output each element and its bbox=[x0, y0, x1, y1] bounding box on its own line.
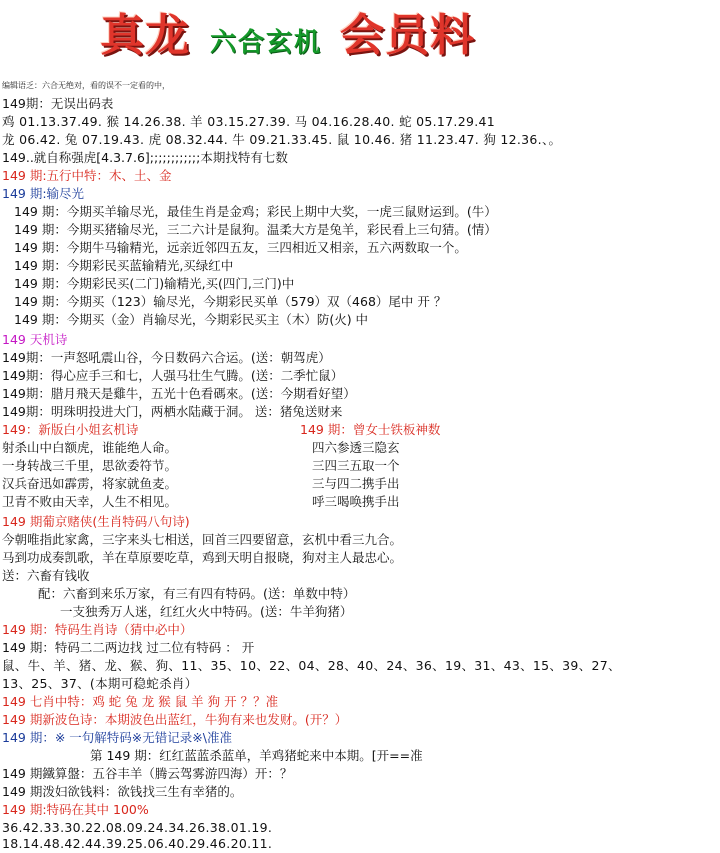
line-money-wanted: 149 期泼妇欲钱料：欲钱找三生有幸猪的。 bbox=[2, 784, 243, 799]
line-pairing-1: 配：六畜到来乐万家，有三有四有特码。(送：单数中特） bbox=[38, 586, 356, 601]
line-special-poem-heading: 149 期：特码生肖诗（猜中必中） bbox=[2, 622, 193, 637]
line-lose-ox-horse: 149 期：今期牛马输精光，远亲近邻四五友，三四相近又相亲，五六两数取一个。 bbox=[14, 240, 467, 255]
line-code-table-title: 149期：无误出码表 bbox=[2, 96, 114, 111]
banner-title-left: 真龙 bbox=[100, 10, 190, 61]
banner-title-right: 会员料 bbox=[340, 10, 475, 61]
line-special-numbers-1: 36.42.33.30.22.08.09.24.34.26.38.01.19. bbox=[2, 820, 273, 835]
line-iron-abacus: 149 期鐵算盤：五谷丰羊（腾云驾雾游四海）开：？ bbox=[2, 766, 293, 781]
line-lose-gate: 149 期：今期彩民买(二门)输精光,买(四门,三门)中 bbox=[14, 276, 295, 291]
line-white-miss-heading: 149：新版白小姐玄机诗 bbox=[2, 422, 139, 437]
line-white-miss-2: 一身转战三千里，思欲委符节。 bbox=[2, 458, 178, 473]
line-macau-gambler-1: 今朝唯指此家禽，三字来头七相送，回首三四要留意，玄机中看三九合。 bbox=[2, 532, 403, 547]
line-mrs-zeng-3: 三与四二携手出 bbox=[312, 476, 400, 491]
line-macau-gambler-heading: 149 期葡京赌侠(生肖特码八句诗) bbox=[2, 514, 190, 529]
banner-title-mid: 六合玄机 bbox=[210, 28, 323, 58]
line-lose-blue: 149 期：今期彩民买蓝输精光,买绿红中 bbox=[14, 258, 234, 273]
line-zodiac-numbers-1: 鸡 01.13.37.49. 猴 14.26.38. 羊 03.15.27.39. 马 04.16.28.40. 蛇 05.17.29.41 bbox=[2, 114, 495, 129]
line-lose-gold: 149 期：今期买（金）肖输尽光，今期彩民买主（木）防(火) 中 bbox=[14, 312, 369, 327]
line-one-sentence-content: 第 149 期：红红蓝蓝杀蓝单，羊鸡猪蛇来中本期。[开==准 bbox=[90, 748, 423, 763]
line-pairing-2: 一支独秀万人迷，红红火火中特码。(送：牛羊狗猪） bbox=[60, 604, 353, 619]
line-five-elements: 149 期:五行中特：木、土、金 bbox=[2, 168, 172, 183]
line-strong-tiger: 149..就自称强虎[4.3.7.6];;;;;;;;;;;;本期找特有七数 bbox=[2, 150, 288, 165]
line-mrs-zeng-1: 四六参透三隐玄 bbox=[312, 440, 400, 455]
line-mrs-zeng-heading: 149 期：曾女士铁板神数 bbox=[300, 422, 441, 437]
line-white-miss-3: 汉兵奋迅如霹雳，将家就鱼麦。 bbox=[2, 476, 178, 491]
line-white-miss-1: 射杀山中白额虎，谁能绝人命。 bbox=[2, 440, 178, 455]
line-heaven-poem-3: 149期：腊月飛天是雞牛，五光十色看碼來。(送：今期看好望） bbox=[2, 386, 356, 401]
line-heaven-poem-heading: 149 天机诗 bbox=[2, 332, 68, 347]
line-lose-tail: 149 期：今期买（123）输尽光，今期彩民买单（579）双（468）尾中 开 ？ bbox=[14, 294, 447, 309]
line-mrs-zeng-2: 三四三五取一个 bbox=[312, 458, 400, 473]
line-special-two-sides: 149 期：特码二二两边找 过二位有特码 ： 开 bbox=[2, 640, 255, 655]
line-lose-all-heading: 149 期:输尽光 bbox=[2, 186, 85, 201]
line-six-animals-money: 送：六畜有钱收 bbox=[2, 568, 90, 583]
line-seven-animals: 149 七肖中特：鸡 蛇 兔 龙 猴 鼠 羊 狗 开 ？？准 bbox=[2, 694, 279, 709]
line-heaven-poem-1: 149期：一声怒吼震山谷，今日数码六合运。(送：朝驾虎） bbox=[2, 350, 331, 365]
line-animal-number-list-2: 13、25、37、(本期可稳蛇杀肖） bbox=[2, 676, 198, 691]
line-wave-color-poem: 149 期新波色诗：本期波色出蓝红，牛狗有来也发财。(开？） bbox=[2, 712, 348, 727]
line-mrs-zeng-4: 呼三喝唤携手出 bbox=[312, 494, 400, 509]
line-special-numbers-2: 18.14.48.42.44.39.25.06.40.29.46.20.11. bbox=[2, 836, 273, 851]
line-heaven-poem-2: 149期：得心应手三和七，人强马壮生气腾。(送：二季忙鼠） bbox=[2, 368, 344, 383]
line-animal-number-list-1: 鼠、牛、羊、猪、龙、猴、狗、11、35、10、22、04、28、40、24、36、19、31、43、15、39、27、 bbox=[2, 658, 621, 673]
line-lose-pig: 149 期：今期买猪输尽光，三二六计是鼠狗。温柔大方是兔羊，彩民看上三句猜。(情） bbox=[14, 222, 497, 237]
line-heaven-poem-4: 149期：明珠明投进大门，两栖水陆藏于洞。 送：猪兔送财来 bbox=[2, 404, 343, 419]
disclaimer: 编辑语乏：六合无绝对，看的误不一定看的中， bbox=[2, 81, 170, 90]
line-zodiac-numbers-2: 龙 06.42. 兔 07.19.43. 虎 08.32.44. 牛 09.21.33.45. 鼠 10.46. 猪 11.23.47. 狗 12.36.、。 bbox=[2, 132, 562, 147]
header-banner bbox=[0, 0, 720, 72]
line-special-inside-heading: 149 期:特码在其中 100% bbox=[2, 802, 149, 817]
line-one-sentence-heading: 149 期：※ 一句解特码※无错记录※\准准 bbox=[2, 730, 232, 745]
line-lose-sheep: 149 期：今期买羊输尽光，最佳生肖是金鸡；彩民上期中大奖，一虎三鼠财运到。(牛） bbox=[14, 204, 497, 219]
line-macau-gambler-2: 马到功成奏凯歌，羊在草原要吃草，鸡到天明自报晓，狗对主人最忠心。 bbox=[2, 550, 403, 565]
line-white-miss-4: 卫青不败由天幸，人生不相见。 bbox=[2, 494, 178, 509]
